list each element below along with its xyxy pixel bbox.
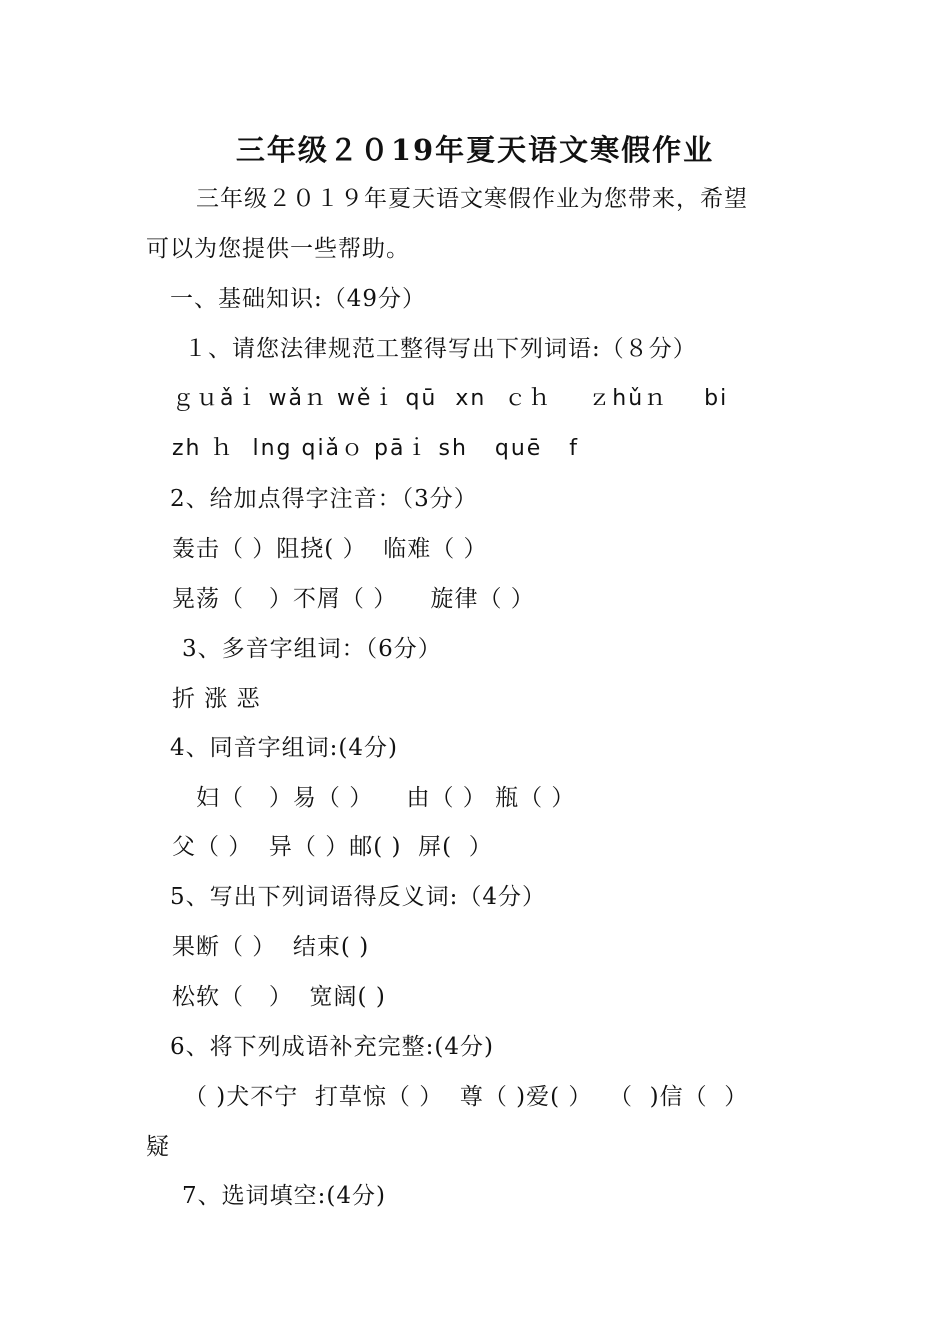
section-basic-knowledge: 一、基础知识:（49分） <box>170 286 427 312</box>
question-6: 6、将下列成语补充完整:(4分) <box>170 1034 494 1060</box>
question-5: 5、写出下列词语得反义词:（4分） <box>170 884 547 910</box>
question-7: 7、选词填空:(4分) <box>182 1183 386 1209</box>
question-3-row-1: 折 涨 恶 <box>172 686 261 712</box>
intro-line-1: 三年级２０１９年夏天语文寒假作业为您带来，希望 <box>196 186 748 212</box>
question-2: 2、给加点得字注音：（3分） <box>170 486 478 512</box>
question-4-row-1: 妇（ ）易（ ） 由（ ） 瓶（ ） <box>196 785 576 811</box>
question-5-row-1: 果断（ ） 结束( ) <box>172 934 370 960</box>
intro-line-2: 可以为您提供一些帮助。 <box>146 236 410 262</box>
question-4: 4、同音字组词:(4分) <box>170 735 398 761</box>
question-6-row-1: （ )犬不宁 打草惊（ ） 尊（ )爱( ） （ )信（ ） <box>184 1084 749 1110</box>
document-title: 三年级２０19年夏天语文寒假作业 <box>235 133 715 167</box>
question-6-row-2: 疑 <box>146 1134 170 1160</box>
pinyin-line-2: zh ｈ lng qiǎｏ pāｉ sh quē f <box>172 436 580 461</box>
question-5-row-2: 松软（ ） 宽阔( ) <box>172 984 386 1010</box>
question-2-row-2: 晃荡（ ）不屑（ ） 旋律（ ） <box>172 586 535 612</box>
question-1: １、请您法律规范工整得写出下列词语:（８分） <box>184 336 697 362</box>
pinyin-line-1: ｇｕǎｉ wǎｎ wěｉ qū xn ｃｈ ｚhǔｎ bi <box>172 386 729 411</box>
question-2-row-1: 轰击（ ）阻挠( ） 临难（ ） <box>172 536 488 562</box>
question-4-row-2: 父（ ） 异（ ）邮( ) 屏( ） <box>172 834 493 860</box>
question-3: 3、多音字组词：（6分） <box>182 636 442 662</box>
